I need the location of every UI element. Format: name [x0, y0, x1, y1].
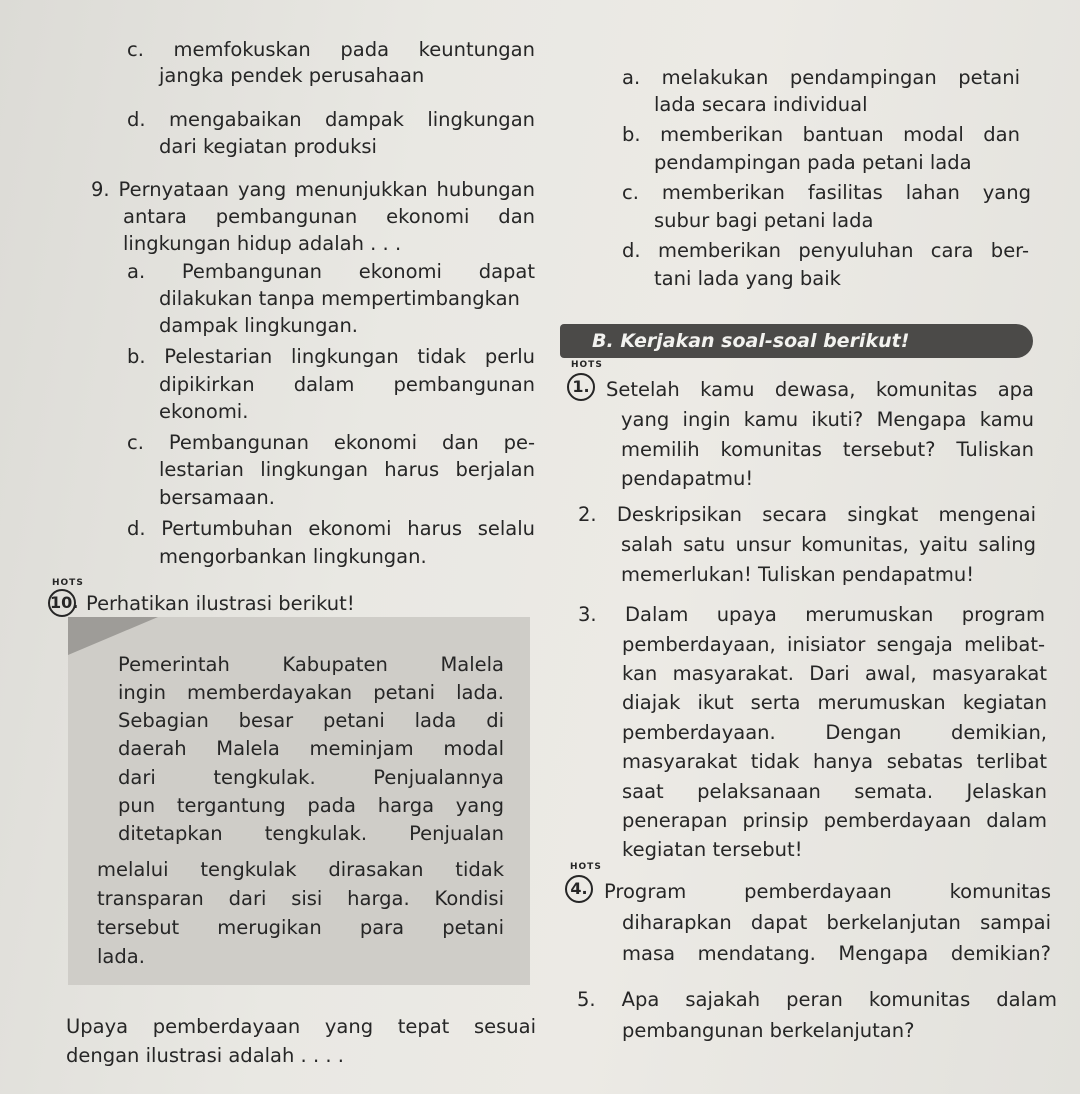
essay-1-number-circle: 1. [567, 373, 595, 401]
option-c-prev-line1: c. memfokuskan pada keuntungan [127, 38, 535, 61]
illustration-line-11: lada. [97, 945, 145, 968]
hots-badge-q1: HOTS [571, 360, 603, 370]
illustration-line-8: melalui tengkulak dirasakan tidak [97, 858, 504, 881]
essay-4-number-circle: 4. [565, 875, 593, 903]
q10-option-c-line2: subur bagi petani lada [654, 209, 874, 232]
q9-stem-line1: 9. Pernyataan yang menunjukkan hubungan [91, 178, 535, 201]
q9-option-a-line3: dampak lingkungan. [159, 314, 359, 337]
q9-option-b-line1: b. Pelestarian lingkungan tidak perlu [127, 345, 535, 368]
q9-option-a-line1: a. Pembangunan ekonomi dapat [127, 260, 535, 283]
essay-2-line2: salah satu unsur komunitas, yaitu saling [621, 533, 1036, 556]
option-c-prev-line2: jangka pendek perusahaan [159, 64, 425, 87]
essay-4-line2: diharapkan dapat berkelanjutan sampai [622, 911, 1051, 934]
essay-1-line3: memilih komunitas tersebut? Tuliskan [621, 438, 1034, 461]
essay-4-line3: masa mendatang. Mengapa demikian? [622, 942, 1051, 965]
q9-option-c-line2: lestarian lingkungan harus berjalan [159, 458, 535, 481]
illustration-line-10: tersebut merugikan para petani [97, 916, 504, 939]
essay-3-line9: kegiatan tersebut! [622, 838, 803, 861]
essay-2-line1: 2. Deskripsikan secara singkat mengenai [578, 503, 1036, 526]
essay-1-line1: Setelah kamu dewasa, komunitas apa [606, 378, 1034, 401]
essay-2-line3: memerlukan! Tuliskan pendapatmu! [621, 563, 975, 586]
essay-1-line2: yang ingin kamu ikuti? Mengapa kamu [621, 408, 1034, 431]
illustration-line-7: ditetapkan tengkulak. Penjualan [118, 822, 504, 845]
essay-3-line2: pemberdayaan, inisiator sengaja melibat- [622, 633, 1045, 656]
essay-1-line4: pendapatmu! [621, 467, 754, 490]
illustration-line-3: Sebagian besar petani lada di [118, 709, 504, 732]
illustration-line-1: Pemerintah Kabupaten Malela [118, 653, 504, 676]
q10-option-a-line1: a. melakukan pendampingan petani [622, 66, 1020, 89]
essay-4-line1: Program pemberdayaan komunitas [604, 880, 1051, 903]
q9-stem-line2: antara pembangunan ekonomi dan [123, 205, 535, 228]
q10-question-line2: dengan ilustrasi adalah . . . . [66, 1044, 344, 1067]
q9-stem-line3: lingkungan hidup adalah . . . [123, 232, 402, 255]
q9-option-b-line2: dipikirkan dalam pembangunan [159, 373, 535, 396]
q9-option-b-line3: ekonomi. [159, 400, 249, 423]
essay-5-line2: pembangunan berkelanjutan? [622, 1019, 915, 1042]
option-d-prev-line2: dari kegiatan produksi [159, 135, 377, 158]
q9-option-c-line1: c. Pembangunan ekonomi dan pe- [127, 431, 535, 454]
q10-option-b-line1: b. memberikan bantuan modal dan [622, 123, 1020, 146]
q10-option-a-line2: lada secara individual [654, 93, 868, 116]
essay-3-line5: pemberdayaan. Dengan demikian, [622, 721, 1047, 744]
q10-option-d-line2: tani lada yang baik [654, 267, 841, 290]
essay-3-line3: kan masyarakat. Dari awal, masyarakat [622, 662, 1047, 685]
option-d-prev-line1: d. mengabaikan dampak lingkungan [127, 108, 535, 131]
essay-3-line6: masyarakat tidak hanya sebatas terlibat [622, 750, 1047, 773]
q9-option-d-line1: d. Pertumbuhan ekonomi harus selalu [127, 517, 535, 540]
hots-badge-q10: HOTS [52, 578, 84, 588]
essay-3-line1: 3. Dalam upaya merumuskan program [578, 603, 1045, 626]
essay-3-line7: saat pelaksanaan semata. Jelaskan [622, 780, 1047, 803]
q10-stem: Perhatikan ilustrasi berikut! [86, 592, 355, 615]
illustration-line-9: transparan dari sisi harga. Kondisi [97, 887, 504, 910]
q10-question-line1: Upaya pemberdayaan yang tepat sesuai [66, 1015, 536, 1038]
q10-number-circle: 10. [48, 589, 76, 617]
essay-5-line1: 5. Apa sajakah peran komunitas dalam [577, 988, 1057, 1011]
essay-3-line8: penerapan prinsip pemberdayaan dalam [622, 809, 1047, 832]
q10-option-c-line1: c. memberikan fasilitas lahan yang [622, 181, 1031, 204]
illustration-line-2: ingin memberdayakan petani lada. [118, 681, 504, 704]
illustration-line-5: dari tengkulak. Penjualannya [118, 766, 504, 789]
q9-option-d-line2: mengorbankan lingkungan. [159, 545, 427, 568]
section-title: B. Kerjakan soal-soal berikut! [592, 330, 910, 352]
q10-option-b-line2: pendampingan pada petani lada [654, 151, 972, 174]
q9-option-c-line3: bersamaan. [159, 486, 275, 509]
q9-option-a-line2: dilakukan tanpa mempertimbangkan [159, 287, 520, 310]
essay-3-line4: diajak ikut serta merumuskan kegiatan [622, 691, 1047, 714]
illustration-line-4: daerah Malela meminjam modal [118, 737, 504, 760]
illustration-line-6: pun tergantung pada harga yang [118, 794, 504, 817]
q10-option-d-line1: d. memberikan penyuluhan cara ber- [622, 239, 1029, 262]
illustration-box-corner [68, 617, 158, 655]
hots-badge-q4: HOTS [570, 862, 602, 872]
